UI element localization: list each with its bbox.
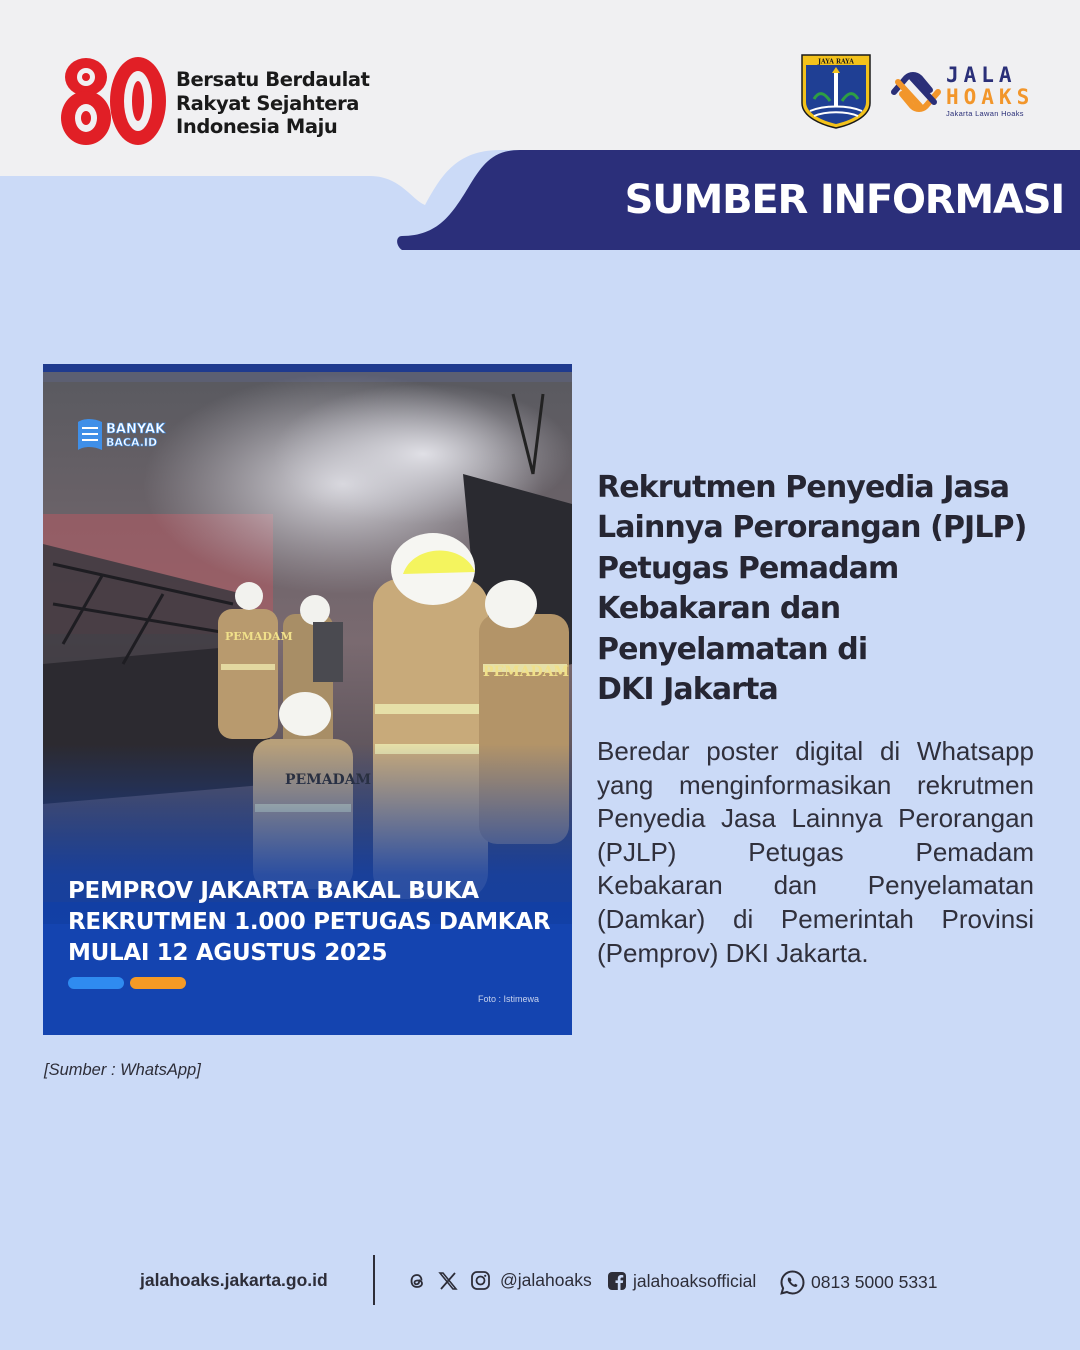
facebook-icon[interactable] xyxy=(607,1271,627,1291)
footer-website[interactable]: jalahoaks.jakarta.go.id xyxy=(140,1270,328,1290)
article-title-line-3: Petugas Pemadam xyxy=(597,550,899,586)
poster-brand-line-1: BANYAK xyxy=(106,422,166,437)
tagline-line-3: Indonesia Maju xyxy=(176,115,338,138)
poster-headline-line-1: PEMPROV JAKARTA BAKAL BUKA xyxy=(68,878,479,904)
article-title-line-6: DKI Jakarta xyxy=(597,672,778,708)
poster-photo-credit: Foto : Istimewa xyxy=(478,994,540,1004)
brand-line-2: HOAKS xyxy=(946,85,1035,109)
jala-hoaks-logo xyxy=(888,66,944,118)
footer-divider xyxy=(373,1255,375,1305)
article-body: Beredar poster digital di Whatsapp yang menginformasikan rekrutmen Penyedia Jasa Lainnya Perorangan (PJLP) Petugas Pemadam Kebakaran dan Penyelamatan (Damkar) di Pemerintah Provinsi (Pemprov) DKI Jakarta. xyxy=(597,736,1034,968)
crest-label: JAYA RAYA xyxy=(818,58,854,66)
footer-facebook[interactable]: jalahoaksofficial xyxy=(633,1271,757,1291)
article-title-line-1: Rekrutmen Penyedia Jasa xyxy=(597,470,1010,505)
x-icon[interactable] xyxy=(438,1271,458,1291)
anniversary-80-logo xyxy=(58,54,168,148)
book-icon xyxy=(76,416,176,456)
jacket-text-2: PEMADAM xyxy=(483,664,570,680)
article-title-line-5: Penyelamatan di xyxy=(597,631,868,667)
instagram-icon[interactable] xyxy=(470,1270,491,1291)
anniversary-tagline xyxy=(176,68,370,139)
whatsapp-icon[interactable] xyxy=(779,1269,806,1296)
poster-headline-line-2: REKRUTMEN 1.000 PETUGAS DAMKAR xyxy=(68,909,551,935)
article-title-line-2: Lainnya Perorangan (PJLP) xyxy=(597,510,1027,546)
poster-accent-blue xyxy=(68,977,124,989)
brand-subtitle: Jakarta Lawan Hoaks xyxy=(946,109,1024,118)
jacket-text-1: PEMADAM xyxy=(225,630,293,643)
jala-hoaks-wordmark xyxy=(946,64,1034,118)
poster-headline xyxy=(68,876,558,969)
jakarta-crest-logo xyxy=(800,53,872,129)
brand-line-1: JALA xyxy=(946,63,1017,87)
threads-icon[interactable] xyxy=(407,1271,427,1291)
article-title xyxy=(597,468,1047,710)
footer-whatsapp[interactable]: 0813 5000 5331 xyxy=(811,1272,938,1292)
article-title-line-4: Kebakaran dan xyxy=(597,591,841,627)
banner-title: SUMBER INFORMASI xyxy=(624,177,1064,223)
footer-social-handle[interactable]: @jalahoaks xyxy=(500,1270,592,1290)
poster-brand-line-2: BACA.ID xyxy=(106,436,158,449)
tagline-line-1: Bersatu Berdaulat xyxy=(176,68,370,91)
tagline-line-2: Rakyat Sejahtera xyxy=(176,91,360,115)
poster-accent-orange xyxy=(130,977,186,989)
source-caption: [Sumber : WhatsApp] xyxy=(44,1061,201,1079)
poster-brand-logo xyxy=(76,416,176,461)
poster-headline-line-3: MULAI 12 AGUSTUS 2025 xyxy=(68,940,388,966)
